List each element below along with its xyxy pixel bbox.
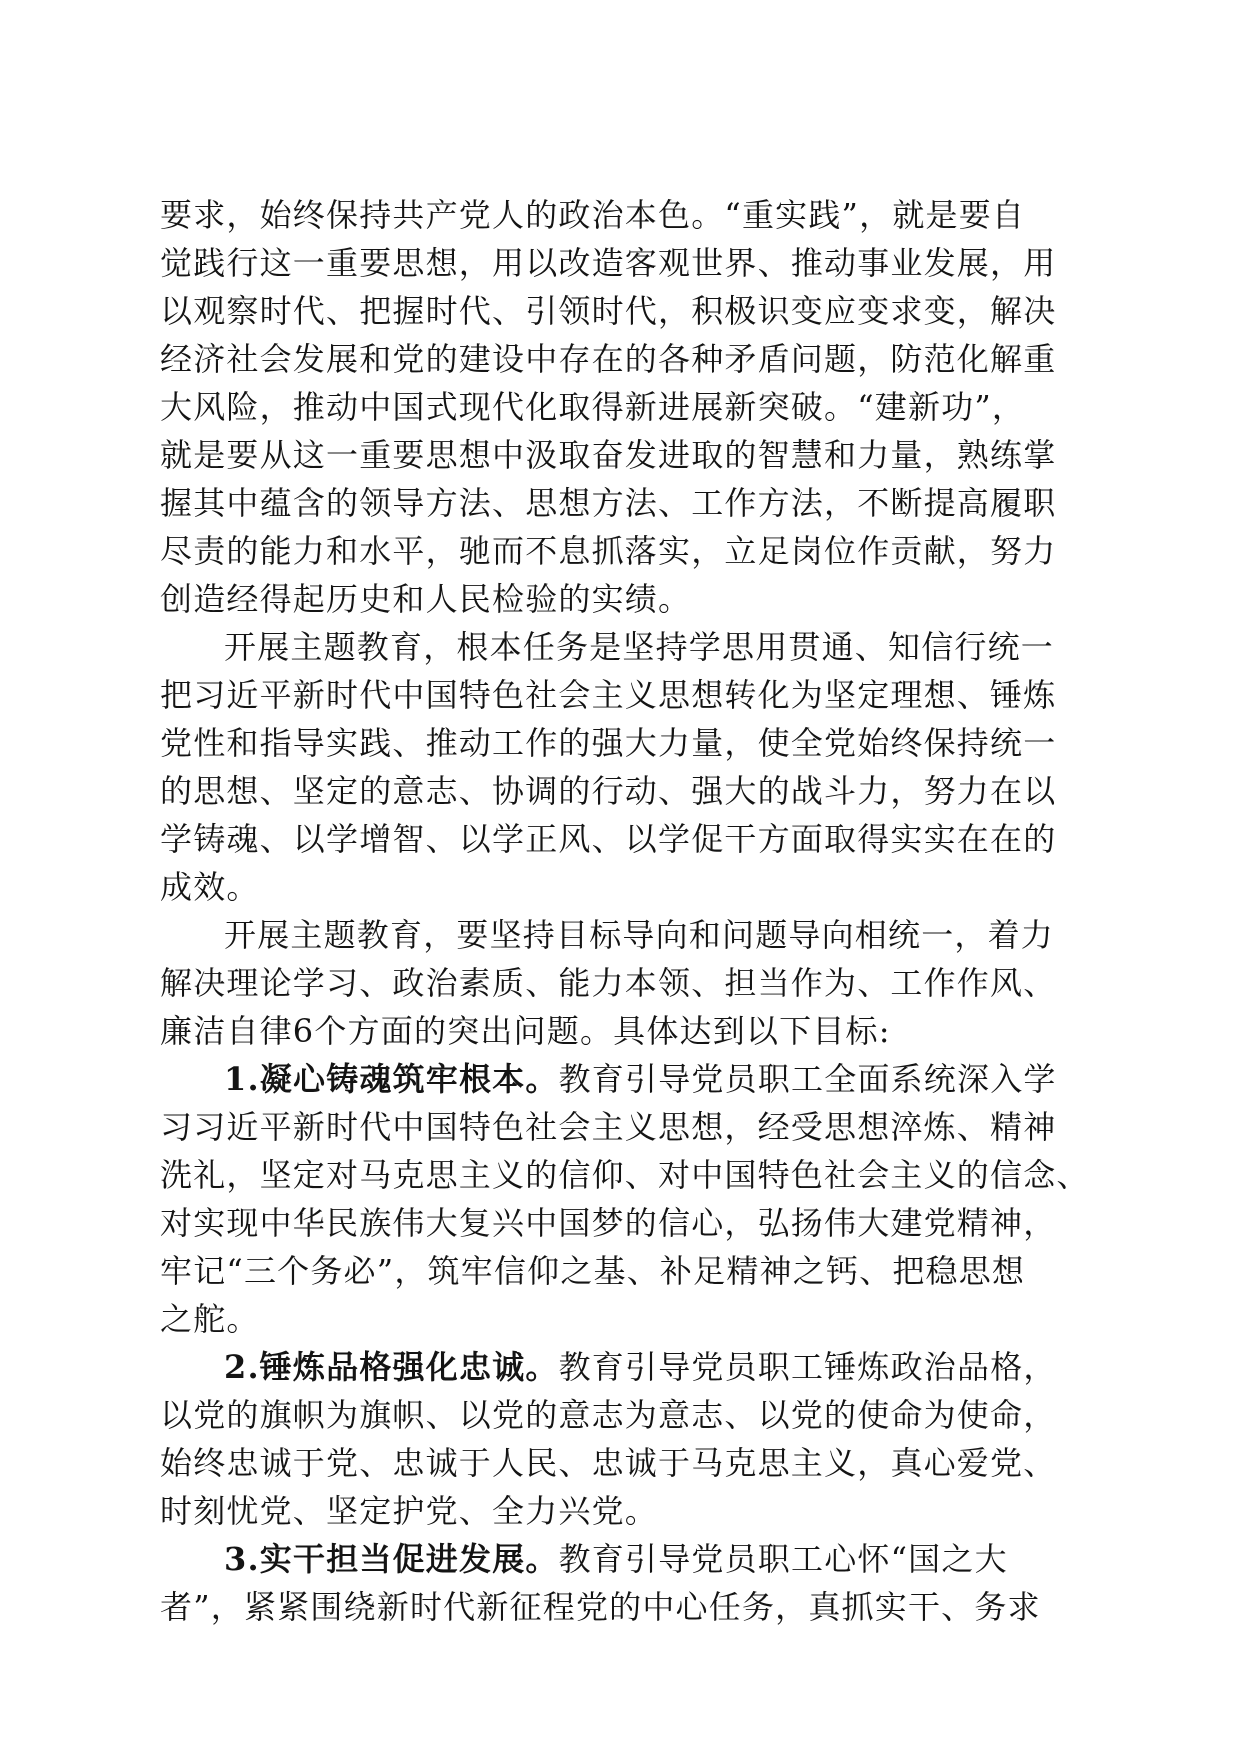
line-text: 开展主题教育，要坚持目标导向和问题导向相统一，着力 <box>224 916 1055 954</box>
text-line <box>160 239 1090 287</box>
text-line <box>160 1391 1090 1439</box>
line-text: 习习近平新时代中国特色社会主义思想，经受思想淬炼、精神 <box>160 1108 1057 1146</box>
text-line <box>160 1103 1090 1151</box>
text-line <box>160 1535 1090 1583</box>
text-line <box>160 1343 1090 1391</box>
text-line <box>160 671 1090 719</box>
line-text: 握其中蕴含的领导方法、思想方法、工作方法，不断提高履职 <box>160 484 1057 522</box>
bold-heading: 1.凝心铸魂筑牢根本。 <box>224 1060 559 1098</box>
text-line <box>160 1199 1090 1247</box>
text-line <box>160 719 1090 767</box>
line-text: 解决理论学习、政治素质、能力本领、担当作为、工作作风、 <box>160 964 1057 1002</box>
bold-heading: 2.锤炼品格强化忠诚。 <box>224 1348 559 1386</box>
line-text: 教育引导党员职工全面系统深入学 <box>558 1060 1057 1098</box>
line-text: 学铸魂、以学增智、以学正风、以学促干方面取得实实在在的 <box>160 820 1057 858</box>
line-text: 党性和指导实践、推动工作的强大力量，使全党始终保持统一 <box>160 724 1057 762</box>
text-line <box>160 1055 1090 1103</box>
line-text: 创造经得起历史和人民检验的实绩。 <box>160 580 692 618</box>
text-line <box>160 1439 1090 1487</box>
line-text: 时刻忧党、坚定护党、全力兴党。 <box>160 1492 659 1530</box>
line-text: 就是要从这一重要思想中汲取奋发进取的智慧和力量，熟练掌 <box>160 436 1057 474</box>
line-text: 始终忠诚于党、忠诚于人民、忠诚于马克思主义，真心爱党、 <box>160 1444 1057 1482</box>
text-line <box>160 1151 1090 1199</box>
line-text: 的思想、坚定的意志、协调的行动、强大的战斗力，努力在以 <box>160 772 1057 810</box>
line-text: 以观察时代、把握时代、引领时代，积极识变应变求变，解决 <box>160 292 1057 330</box>
line-text: 大风险，推动中国式现代化取得新进展新突破。“建新功”， <box>160 388 1026 426</box>
text-line <box>160 335 1090 383</box>
text-line <box>160 1583 1090 1631</box>
line-text: 经济社会发展和党的建设中存在的各种矛盾问题，防范化解重 <box>160 340 1057 378</box>
text-line <box>160 191 1090 239</box>
bold-heading: 3.实干担当促进发展。 <box>224 1540 559 1578</box>
text-line <box>160 863 1090 911</box>
text-line <box>160 959 1090 1007</box>
document-body <box>160 191 1090 1631</box>
text-line <box>160 1487 1090 1535</box>
line-text: 之舵。 <box>160 1300 260 1338</box>
text-line <box>160 1247 1090 1295</box>
line-text: 尽责的能力和水平，驰而不息抓落实，立足岗位作贡献，努力 <box>160 532 1057 570</box>
line-text: 以党的旗帜为旗帜、以党的意志为意志、以党的使命为使命， <box>160 1396 1057 1434</box>
line-text: 对实现中华民族伟大复兴中国梦的信心，弘扬伟大建党精神， <box>160 1204 1057 1242</box>
text-line <box>160 815 1090 863</box>
text-line <box>160 287 1090 335</box>
line-text: 廉洁自律6个方面的突出问题。具体达到以下目标: <box>160 1012 891 1050</box>
text-line <box>160 431 1090 479</box>
line-text: 把习近平新时代中国特色社会主义思想转化为坚定理想、锤炼 <box>160 676 1057 714</box>
text-line <box>160 1295 1090 1343</box>
text-line <box>160 527 1090 575</box>
text-line <box>160 383 1090 431</box>
line-text: 教育引导党员职工心怀“国之大 <box>558 1540 1008 1578</box>
line-text: 牢记“三个务必”，筑牢信仰之基、补足精神之钙、把稳思想 <box>160 1252 1026 1290</box>
line-text: 者”，紧紧围绕新时代新征程党的中心任务，真抓实干、务求 <box>160 1588 1041 1626</box>
text-line <box>160 623 1090 671</box>
text-line <box>160 767 1090 815</box>
text-line <box>160 911 1090 959</box>
text-line <box>160 575 1090 623</box>
line-text: 觉践行这一重要思想，用以改造客观世界、推动事业发展，用 <box>160 244 1057 282</box>
line-text: 成效。 <box>160 868 260 906</box>
line-text: 教育引导党员职工锤炼政治品格， <box>558 1348 1057 1386</box>
line-text: 开展主题教育，根本任务是坚持学思用贯通、知信行统一 <box>224 628 1055 666</box>
text-line <box>160 479 1090 527</box>
text-line <box>160 1007 1090 1055</box>
line-text: 洗礼，坚定对马克思主义的信仰、对中国特色社会主义的信念、 <box>160 1156 1090 1194</box>
line-text: 要求，始终保持共产党人的政治本色。“重实践”，就是要自 <box>160 196 1026 234</box>
